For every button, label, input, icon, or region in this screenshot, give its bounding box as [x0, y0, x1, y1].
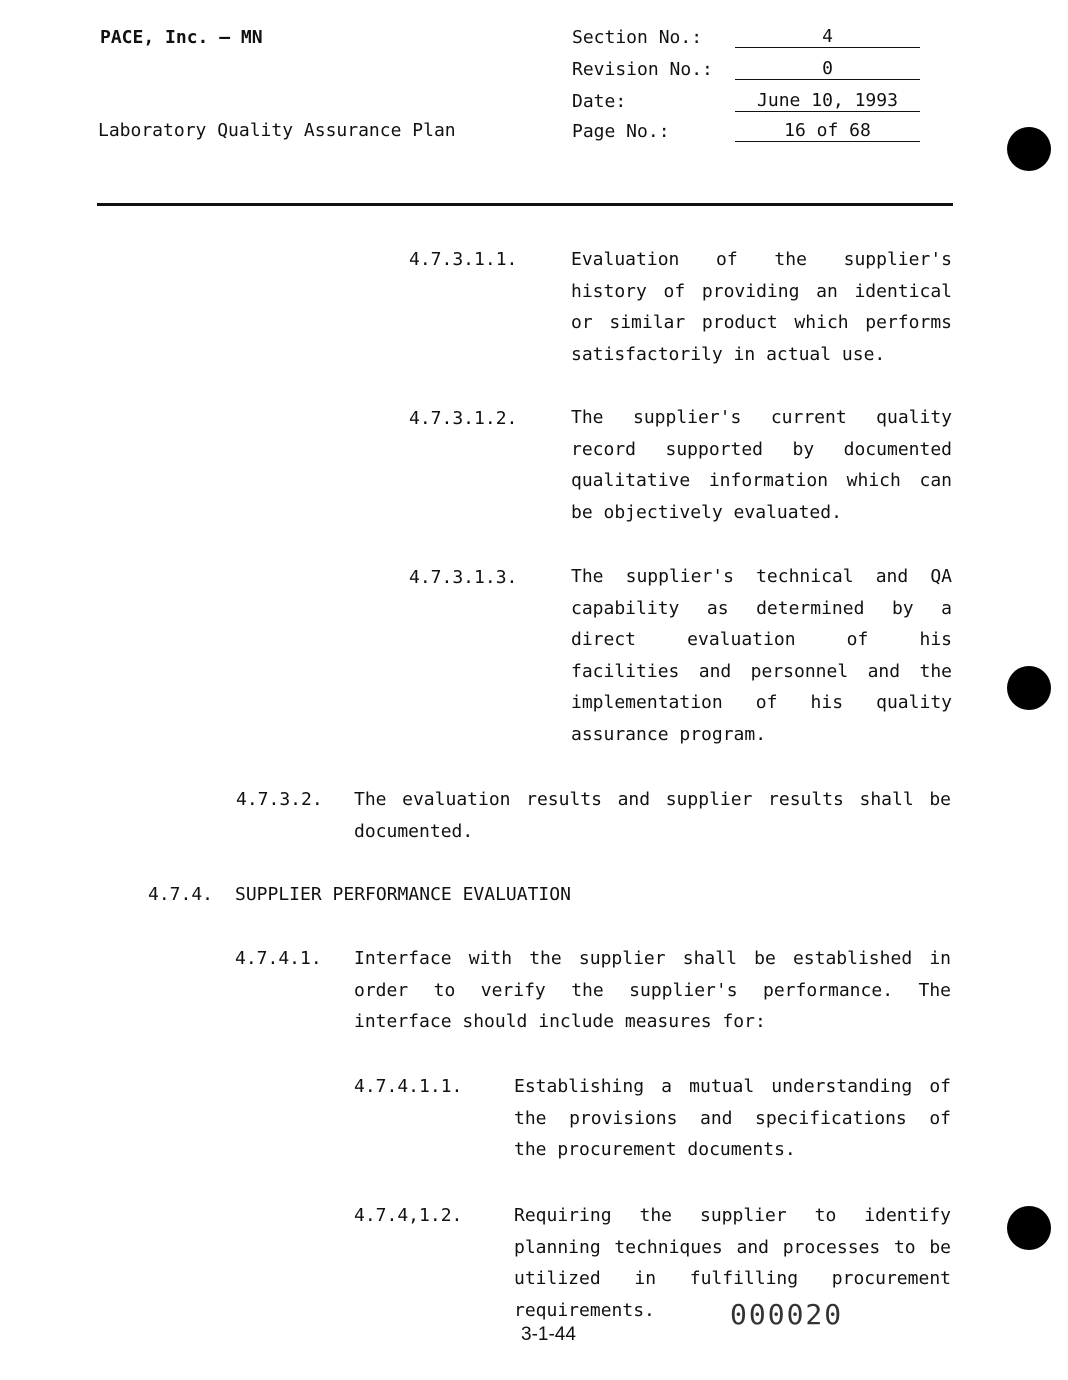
para-line: Interface with the supplier shall be established in	[354, 948, 951, 969]
para-number: 4.7.3.1.2.	[409, 408, 518, 429]
header-divider	[97, 203, 953, 206]
para-line: facilities and personnel and the	[571, 660, 952, 682]
section-heading-title: SUPPLIER PERFORMANCE EVALUATION	[235, 884, 571, 905]
para-line: The supplier's current quality	[571, 407, 952, 428]
para-line: documented.	[354, 820, 474, 842]
section-label: Section No.:	[572, 27, 703, 48]
para-line: record supported by documented	[571, 438, 952, 460]
para-number: 4.7.3.1.1.	[409, 249, 518, 270]
para-line: requirements.	[514, 1299, 655, 1321]
para-number: 4.7.4,1.2.	[354, 1205, 463, 1226]
para-number: 4.7.3.1.3.	[409, 567, 518, 588]
page-label: Page No.:	[572, 121, 670, 142]
section-heading-number: 4.7.4.	[148, 884, 214, 905]
date-label: Date:	[572, 91, 627, 112]
para-line: planning techniques and processes to be	[514, 1236, 951, 1258]
punch-hole-icon	[1007, 1206, 1051, 1250]
para-line: interface should include measures for:	[354, 1011, 766, 1033]
para-number: 4.7.4.1.	[235, 948, 322, 969]
para-line: order to verify the supplier's performance. The	[354, 979, 951, 1001]
paragraph-4-7-3-1-1	[571, 244, 952, 370]
para-line: Requiring the supplier to identify	[514, 1205, 951, 1226]
para-line: the procurement documents.	[514, 1139, 796, 1161]
page-identifier: 3-1-44	[521, 1324, 576, 1345]
para-line: The evaluation results and supplier results shall be	[354, 789, 951, 810]
paragraph-4-7-4-1	[354, 943, 951, 1038]
para-number: 4.7.3.2.	[236, 789, 323, 810]
revision-label: Revision No.:	[572, 59, 713, 80]
paragraph-4-7-3-2	[354, 784, 951, 847]
para-line: be objectively evaluated.	[571, 501, 842, 523]
para-line: The supplier's technical and QA	[571, 566, 952, 587]
para-number: 4.7.4.1.1.	[354, 1076, 463, 1097]
company-name: PACE, Inc. – MN	[100, 27, 263, 48]
para-line: the provisions and specifications of	[514, 1107, 951, 1129]
plan-title: Laboratory Quality Assurance Plan	[98, 120, 456, 141]
para-line: implementation of his quality	[571, 692, 952, 714]
para-line: assurance program.	[571, 723, 767, 745]
revision-value: 0	[735, 59, 920, 80]
para-line: qualitative information which can	[571, 470, 952, 492]
page-value: 16 of 68	[735, 121, 920, 142]
para-line: capability as determined by a	[571, 597, 952, 619]
paragraph-4-7-4-1-1	[514, 1071, 951, 1166]
paragraph-4-7-3-1-3	[571, 561, 952, 751]
date-value: June 10, 1993	[735, 91, 920, 112]
section-value: 4	[735, 27, 920, 48]
paragraph-4-7-3-1-2	[571, 402, 952, 528]
bates-stamp: 000020	[730, 1298, 844, 1331]
punch-hole-icon	[1007, 127, 1051, 171]
para-line: Evaluation of the supplier's	[571, 249, 952, 270]
para-line: utilized in fulfilling procurement	[514, 1268, 951, 1290]
para-line: direct evaluation of his	[571, 629, 952, 651]
para-line: history of providing an identical	[571, 280, 952, 302]
para-line: Establishing a mutual understanding of	[514, 1076, 951, 1097]
punch-hole-icon	[1007, 666, 1051, 710]
para-line: or similar product which performs	[571, 312, 952, 334]
para-line: satisfactorily in actual use.	[571, 343, 886, 365]
